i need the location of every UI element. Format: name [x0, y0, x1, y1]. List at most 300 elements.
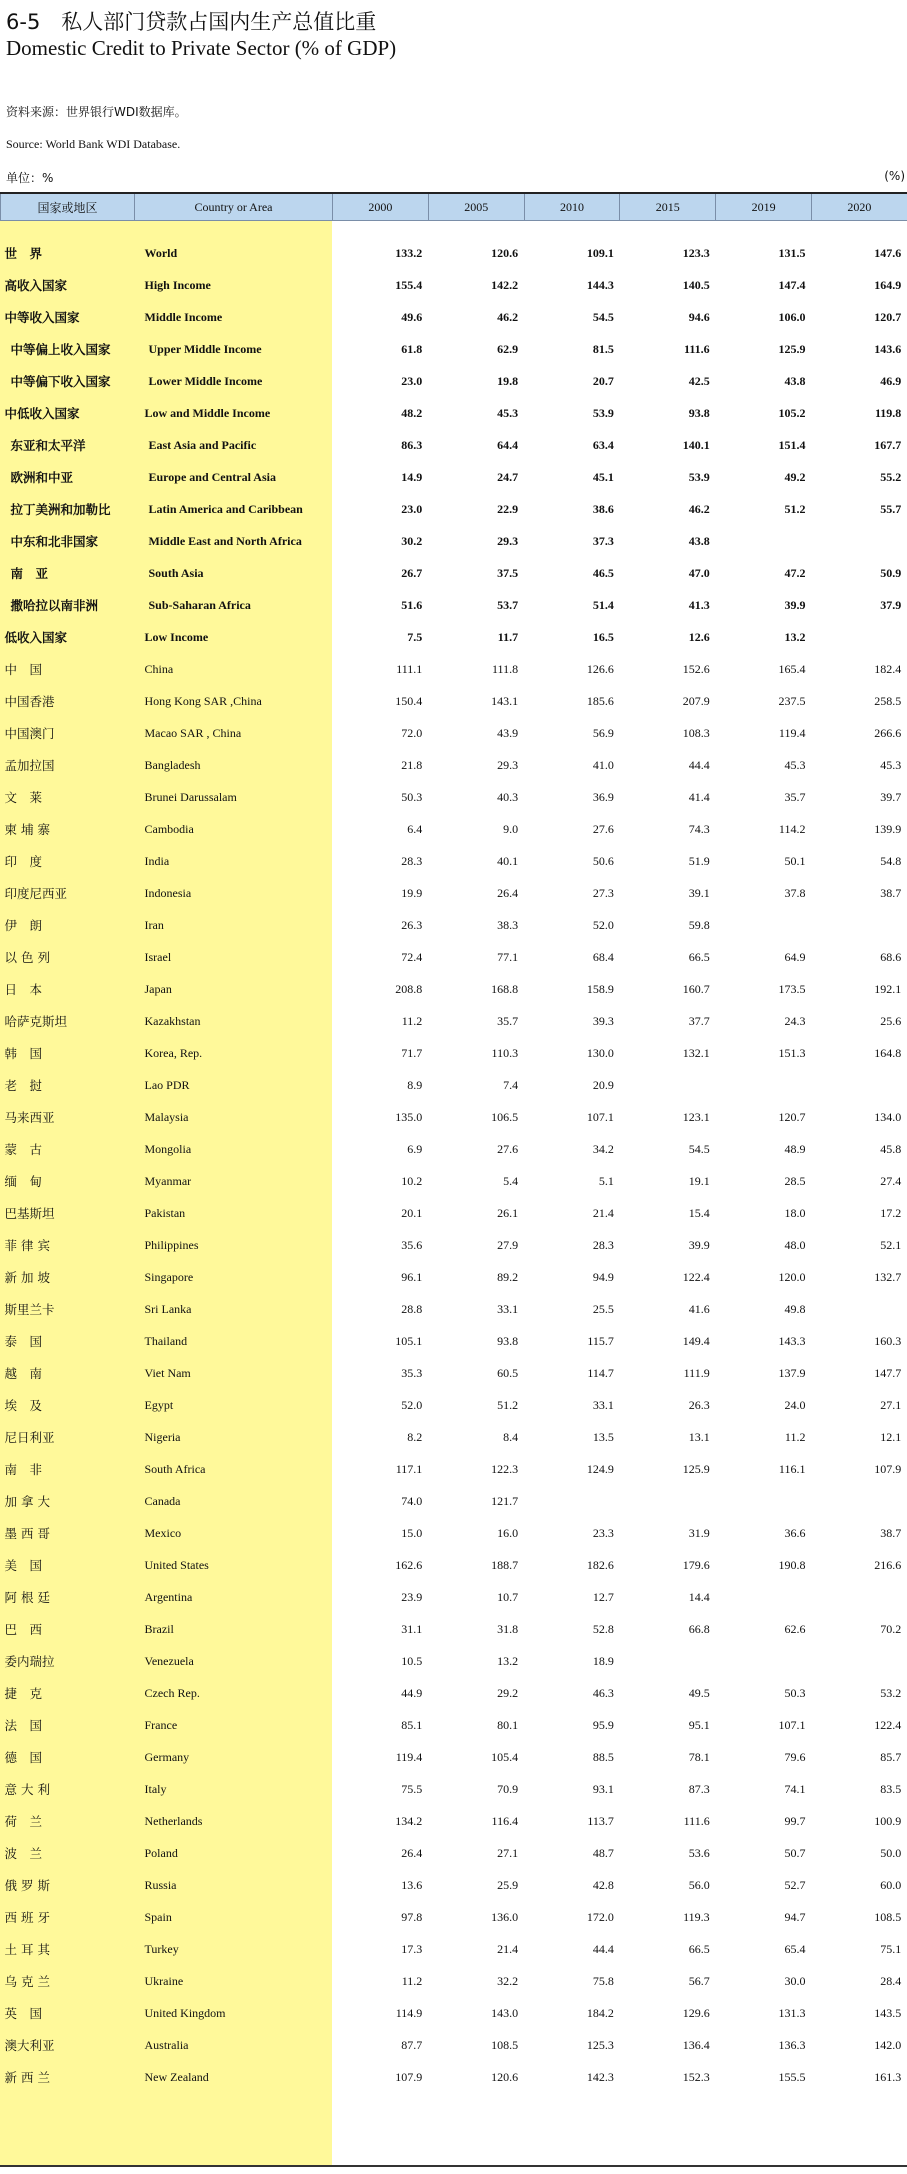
- row-country-en: Cambodia: [144, 821, 194, 836]
- row-country-en: Bangladesh: [144, 757, 201, 772]
- row-value-2010: 56.9: [592, 725, 614, 740]
- row-country-cn: 韩 国: [4, 1046, 43, 1061]
- row-value-2005: 62.9: [497, 341, 519, 356]
- table-row: [1, 1133, 907, 1165]
- row-value-2010: 142.3: [586, 2069, 614, 2084]
- row-value-2020: 132.7: [874, 1269, 902, 1284]
- row-country-cn: 伊 朗: [4, 918, 43, 933]
- row-value-2015: 49.5: [688, 1685, 710, 1700]
- row-value-2015: 136.4: [682, 2037, 710, 2052]
- table-row: [1, 525, 907, 557]
- row-value-2010: 16.5: [592, 629, 614, 644]
- row-value-2015: 160.7: [682, 981, 710, 996]
- table-row: [1, 2029, 907, 2061]
- row-country-en: Mongolia: [144, 1141, 192, 1156]
- row-value-2020: 107.9: [874, 1461, 902, 1476]
- row-value-2019: 119.4: [778, 725, 806, 740]
- row-value-2005: 93.8: [497, 1333, 519, 1348]
- table-row: [1, 333, 907, 365]
- row-value-2020: 147.7: [874, 1365, 902, 1380]
- row-value-2005: 19.8: [497, 373, 519, 388]
- row-value-2000: 155.4: [395, 277, 423, 292]
- row-value-2015: 111.6: [683, 1813, 710, 1828]
- row-value-2019: [716, 1581, 812, 1613]
- row-value-2019: 48.9: [784, 1141, 806, 1156]
- row-value-2005: 188.7: [491, 1557, 519, 1572]
- table-row: [1, 1837, 907, 1869]
- row-value-2000: 8.2: [407, 1429, 423, 1444]
- row-value-2000: 13.6: [401, 1877, 423, 1892]
- row-country-cn: 中等偏下收入国家: [10, 374, 111, 389]
- row-value-2020: 192.1: [874, 981, 902, 996]
- row-country-cn: 东亚和太平洋: [10, 438, 86, 453]
- row-value-2005: 16.0: [497, 1525, 519, 1540]
- row-value-2000: 35.6: [401, 1237, 423, 1252]
- row-value-2019: 62.6: [784, 1621, 806, 1636]
- row-country-en: Israel: [144, 949, 172, 964]
- row-value-2020: 53.2: [880, 1685, 902, 1700]
- row-country-cn: 中东和北非国家: [10, 534, 99, 549]
- row-value-2019: 50.3: [784, 1685, 806, 1700]
- row-value-2020: 46.9: [880, 373, 902, 388]
- row-value-2019: 30.0: [784, 1973, 806, 1988]
- page-title-en: Domestic Credit to Private Sector (% of GDP): [6, 36, 397, 60]
- row-value-2005: 64.4: [497, 437, 519, 452]
- table-row: [1, 1165, 907, 1197]
- row-value-2020: 12.1: [880, 1429, 902, 1444]
- row-country-cn: 缅 甸: [4, 1174, 43, 1189]
- row-value-2020: 143.6: [874, 341, 902, 356]
- row-country-en: Poland: [144, 1845, 178, 1860]
- row-country-en: Pakistan: [144, 1205, 186, 1220]
- row-country-en: Singapore: [144, 1269, 194, 1284]
- row-value-2015: 93.8: [688, 405, 710, 420]
- row-value-2019: 143.3: [778, 1333, 806, 1348]
- row-value-2020: 70.2: [880, 1621, 902, 1636]
- row-value-2020: [811, 909, 907, 941]
- row-value-2019: 52.7: [784, 1877, 806, 1892]
- row-value-2005: 24.7: [497, 469, 519, 484]
- table-row: [1, 1581, 907, 1613]
- row-value-2000: 52.0: [401, 1397, 423, 1412]
- header-year: 2000: [333, 193, 429, 221]
- row-value-2010: 68.4: [592, 949, 614, 964]
- row-country-en: Nigeria: [144, 1429, 181, 1444]
- row-value-2015: 66.5: [688, 1941, 710, 1956]
- row-value-2019: 36.6: [784, 1525, 806, 1540]
- row-value-2010: 95.9: [592, 1717, 614, 1732]
- table-row: [1, 973, 907, 1005]
- row-value-2000: 28.8: [401, 1301, 423, 1316]
- row-value-2010: 126.6: [586, 661, 614, 676]
- table-row: [1, 2061, 907, 2093]
- row-value-2020: 45.3: [880, 757, 902, 772]
- row-value-2005: 37.5: [497, 565, 519, 580]
- row-value-2019: 47.2: [784, 565, 806, 580]
- table-row: [1, 1453, 907, 1485]
- row-value-2000: 71.7: [401, 1045, 423, 1060]
- row-value-2020: 38.7: [880, 885, 902, 900]
- table-header-row: [1, 193, 907, 221]
- row-value-2015: 12.6: [688, 629, 710, 644]
- row-value-2000: 162.6: [395, 1557, 423, 1572]
- row-value-2010: 25.5: [592, 1301, 614, 1316]
- row-value-2020: 38.7: [880, 1525, 902, 1540]
- row-value-2015: 51.9: [688, 853, 710, 868]
- row-value-2019: 106.0: [778, 309, 806, 324]
- row-value-2010: 172.0: [586, 1909, 614, 1924]
- row-value-2005: 111.8: [491, 661, 519, 676]
- row-value-2005: 77.1: [497, 949, 519, 964]
- row-country-en: Ukraine: [144, 1973, 184, 1988]
- row-country-en: Egypt: [144, 1397, 174, 1412]
- row-value-2010: 93.1: [592, 1781, 614, 1796]
- row-value-2005: 89.2: [497, 1269, 519, 1284]
- row-country-cn: 巴基斯坦: [4, 1206, 55, 1221]
- row-value-2015: 179.6: [682, 1557, 710, 1572]
- row-value-2010: 63.4: [592, 437, 614, 452]
- table-row: [1, 1517, 907, 1549]
- row-country-en: Japan: [144, 981, 172, 996]
- row-country-en: Kazakhstan: [144, 1013, 201, 1028]
- row-value-2015: 152.6: [682, 661, 710, 676]
- row-value-2020: [811, 525, 907, 557]
- header-year: 2005: [428, 193, 524, 221]
- table-row: [1, 1613, 907, 1645]
- row-value-2019: 173.5: [778, 981, 806, 996]
- row-value-2019: [716, 1485, 812, 1517]
- row-country-en: World: [144, 245, 178, 260]
- table-row: [1, 1037, 907, 1069]
- row-value-2020: [811, 621, 907, 653]
- row-value-2010: 182.6: [586, 1557, 614, 1572]
- row-value-2000: 30.2: [401, 533, 423, 548]
- row-value-2015: 149.4: [682, 1333, 710, 1348]
- row-value-2015: 59.8: [688, 917, 710, 932]
- row-country-cn: 波 兰: [4, 1846, 43, 1861]
- row-value-2020: 60.0: [880, 1877, 902, 1892]
- row-value-2015: 42.5: [688, 373, 710, 388]
- row-country-en: Europe and Central Asia: [148, 469, 276, 484]
- row-country-en: South Asia: [148, 565, 204, 580]
- row-value-2020: 182.4: [874, 661, 902, 676]
- row-country-en: Netherlands: [144, 1813, 203, 1828]
- row-value-2020: 52.1: [880, 1237, 902, 1252]
- table-row: [1, 1069, 907, 1101]
- row-country-en: Spain: [144, 1909, 172, 1924]
- row-value-2000: 10.5: [401, 1653, 423, 1668]
- row-value-2015: 54.5: [688, 1141, 710, 1156]
- row-value-2020: 164.8: [874, 1045, 902, 1060]
- table-row: [1, 1421, 907, 1453]
- table-row: [1, 877, 907, 909]
- row-value-2020: 25.6: [880, 1013, 902, 1028]
- credit-table: [0, 192, 907, 2093]
- table-row: [1, 1869, 907, 1901]
- row-value-2019: 94.7: [784, 1909, 806, 1924]
- row-value-2010: 48.7: [592, 1845, 614, 1860]
- row-value-2005: 27.1: [497, 1845, 519, 1860]
- row-value-2000: 19.9: [401, 885, 423, 900]
- table-row: [1, 717, 907, 749]
- row-value-2010: 12.7: [592, 1589, 614, 1604]
- row-country-en: South Africa: [144, 1461, 206, 1476]
- row-value-2019: 137.9: [778, 1365, 806, 1380]
- row-value-2015: 41.6: [688, 1301, 710, 1316]
- table-row: [1, 1549, 907, 1581]
- percent-label: (%): [884, 169, 905, 183]
- row-value-2019: 24.3: [784, 1013, 806, 1028]
- row-country-cn: 新 西 兰: [4, 2070, 50, 2085]
- row-value-2005: 105.4: [491, 1749, 519, 1764]
- table-row: [1, 1101, 907, 1133]
- row-value-2015: 41.3: [688, 597, 710, 612]
- row-country-cn: 德 国: [4, 1750, 43, 1765]
- row-value-2005: 143.0: [491, 2005, 519, 2020]
- row-value-2019: 50.1: [784, 853, 806, 868]
- row-value-2020: 160.3: [874, 1333, 902, 1348]
- row-value-2005: 51.2: [497, 1397, 519, 1412]
- header-year: 2020: [811, 193, 907, 221]
- row-value-2005: 10.7: [497, 1589, 519, 1604]
- row-value-2020: [811, 1485, 907, 1517]
- row-value-2005: 25.9: [497, 1877, 519, 1892]
- row-value-2020: 37.9: [880, 597, 902, 612]
- row-value-2019: 237.5: [778, 693, 806, 708]
- row-country-cn: 中国澳门: [4, 726, 55, 741]
- row-value-2010: 52.0: [592, 917, 614, 932]
- row-value-2020: 17.2: [880, 1205, 902, 1220]
- row-value-2020: 27.4: [880, 1173, 902, 1188]
- row-value-2000: 119.4: [395, 1749, 423, 1764]
- row-value-2020: 55.2: [880, 469, 902, 484]
- row-value-2005: 45.3: [497, 405, 519, 420]
- row-value-2019: 151.3: [778, 1045, 806, 1060]
- row-country-en: Czech Rep.: [144, 1685, 200, 1700]
- row-value-2000: 6.9: [407, 1141, 423, 1156]
- row-value-2020: 50.0: [880, 1845, 902, 1860]
- row-value-2019: 107.1: [778, 1717, 806, 1732]
- row-value-2019: 79.6: [784, 1749, 806, 1764]
- row-value-2000: 26.3: [401, 917, 423, 932]
- table-row: [1, 1965, 907, 1997]
- row-country-en: High Income: [144, 277, 211, 292]
- row-value-2005: 110.3: [491, 1045, 519, 1060]
- row-country-cn: 巴 西: [4, 1622, 43, 1637]
- header-country-en: Country or Area: [135, 193, 333, 221]
- row-value-2020: 28.4: [880, 1973, 902, 1988]
- row-value-2000: 150.4: [395, 693, 423, 708]
- row-value-2015: 78.1: [688, 1749, 710, 1764]
- row-value-2010: 144.3: [586, 277, 614, 292]
- row-country-cn: 南 非: [4, 1462, 43, 1477]
- row-country-en: Italy: [144, 1781, 167, 1796]
- row-value-2000: 23.0: [401, 501, 423, 516]
- row-value-2015: 108.3: [682, 725, 710, 740]
- row-value-2005: 21.4: [497, 1941, 519, 1956]
- row-value-2015: 119.3: [683, 1909, 710, 1924]
- row-value-2019: 116.1: [778, 1461, 806, 1476]
- table-row: [1, 1325, 907, 1357]
- row-country-en: Lower Middle Income: [148, 373, 263, 388]
- row-value-2000: 134.2: [395, 1813, 423, 1828]
- row-value-2005: 22.9: [497, 501, 519, 516]
- row-value-2010: 125.3: [586, 2037, 614, 2052]
- row-value-2005: 35.7: [497, 1013, 519, 1028]
- row-country-cn: 英 国: [4, 2006, 43, 2021]
- row-value-2000: 133.2: [395, 245, 423, 260]
- row-value-2019: 151.4: [778, 437, 806, 452]
- row-country-cn: 柬 埔 寨: [4, 822, 50, 837]
- row-value-2005: 26.1: [497, 1205, 519, 1220]
- row-value-2019: 155.5: [778, 2069, 806, 2084]
- row-value-2005: 9.0: [503, 821, 519, 836]
- row-value-2020: 100.9: [874, 1813, 902, 1828]
- row-country-en: East Asia and Pacific: [148, 437, 257, 452]
- table-row: [1, 1005, 907, 1037]
- row-country-en: Mexico: [144, 1525, 182, 1540]
- row-country-cn: 泰 国: [4, 1334, 43, 1349]
- row-value-2000: 97.8: [401, 1909, 423, 1924]
- row-value-2015: 74.3: [688, 821, 710, 836]
- row-value-2020: 139.9: [874, 821, 902, 836]
- row-value-2019: 147.4: [778, 277, 806, 292]
- row-value-2000: 11.2: [401, 1973, 423, 1988]
- row-country-cn: 印度尼西亚: [4, 886, 68, 901]
- row-country-en: Sri Lanka: [144, 1301, 192, 1316]
- row-value-2000: 31.1: [401, 1621, 423, 1636]
- row-value-2019: 131.5: [778, 245, 806, 260]
- row-value-2015: 111.9: [683, 1365, 710, 1380]
- row-value-2005: 120.6: [491, 2069, 519, 2084]
- row-value-2015: 31.9: [688, 1525, 710, 1540]
- table-body: [1, 221, 907, 2094]
- row-country-en: India: [144, 853, 170, 868]
- row-value-2000: 85.1: [401, 1717, 423, 1732]
- row-value-2015: 56.0: [688, 1877, 710, 1892]
- table-row: [1, 653, 907, 685]
- row-country-en: Macao SAR , China: [144, 725, 242, 740]
- row-value-2010: 184.2: [586, 2005, 614, 2020]
- table-row: [1, 1741, 907, 1773]
- row-country-en: Brazil: [144, 1621, 174, 1636]
- row-value-2010: 158.9: [586, 981, 614, 996]
- row-value-2000: 86.3: [401, 437, 423, 452]
- row-value-2000: 208.8: [395, 981, 423, 996]
- row-value-2005: 120.6: [491, 245, 519, 260]
- row-value-2015: 26.3: [688, 1397, 710, 1412]
- row-country-cn: 中低收入国家: [4, 406, 80, 421]
- row-value-2019: 74.1: [784, 1781, 806, 1796]
- row-value-2020: 108.5: [874, 1909, 902, 1924]
- row-country-en: Low and Middle Income: [144, 405, 271, 420]
- row-value-2010: 81.5: [592, 341, 614, 356]
- row-value-2015: 47.0: [688, 565, 710, 580]
- row-country-cn: 中国香港: [4, 694, 55, 709]
- table-row: [1, 429, 907, 461]
- row-value-2000: 15.0: [401, 1525, 423, 1540]
- row-value-2015: 66.5: [688, 949, 710, 964]
- row-value-2005: 26.4: [497, 885, 519, 900]
- row-value-2005: 31.8: [497, 1621, 519, 1636]
- row-value-2000: 75.5: [401, 1781, 423, 1796]
- row-country-en: Philippines: [144, 1237, 199, 1252]
- row-value-2010: 124.9: [586, 1461, 614, 1476]
- row-country-cn: 加 拿 大: [4, 1494, 50, 1509]
- row-country-cn: 哈萨克斯坦: [4, 1014, 68, 1029]
- table-row: [1, 1773, 907, 1805]
- row-value-2000: 107.9: [395, 2069, 423, 2084]
- row-value-2020: 45.8: [880, 1141, 902, 1156]
- row-value-2015: 44.4: [688, 757, 710, 772]
- source-note-en: Source: World Bank WDI Database.: [6, 137, 181, 151]
- row-value-2019: 65.4: [784, 1941, 806, 1956]
- row-country-en: Iran: [144, 917, 164, 932]
- row-country-cn: 高收入国家: [4, 278, 68, 293]
- row-value-2019: [716, 909, 812, 941]
- row-value-2020: 68.6: [880, 949, 902, 964]
- table-bottom-rule: [0, 2165, 907, 2167]
- row-value-2000: 96.1: [401, 1269, 423, 1284]
- row-value-2015: [620, 1645, 716, 1677]
- table-row: [1, 1677, 907, 1709]
- row-value-2000: 135.0: [395, 1109, 423, 1124]
- unit-label: 单位：%: [6, 171, 54, 185]
- row-value-2020: [811, 1069, 907, 1101]
- row-value-2010: 52.8: [592, 1621, 614, 1636]
- row-value-2020: 167.7: [874, 437, 902, 452]
- row-country-cn: 捷 克: [4, 1686, 43, 1701]
- row-value-2020: 143.5: [874, 2005, 902, 2020]
- source-note-cn: 资料来源：世界银行WDI数据库。: [6, 105, 187, 119]
- row-value-2000: 61.8: [401, 341, 423, 356]
- row-value-2005: 142.2: [491, 277, 519, 292]
- row-country-cn: 美 国: [4, 1558, 43, 1573]
- row-value-2010: 94.9: [592, 1269, 614, 1284]
- row-country-en: France: [144, 1717, 178, 1732]
- row-country-cn: 蒙 古: [4, 1142, 43, 1157]
- row-value-2015: 207.9: [682, 693, 710, 708]
- row-value-2019: 48.0: [784, 1237, 806, 1252]
- row-value-2010: 88.5: [592, 1749, 614, 1764]
- row-country-cn: 文 莱: [4, 790, 43, 805]
- row-country-cn: 委内瑞拉: [4, 1654, 55, 1669]
- row-value-2015: 95.1: [688, 1717, 710, 1732]
- table-row: [1, 493, 907, 525]
- row-value-2005: 106.5: [491, 1109, 519, 1124]
- row-value-2015: 46.2: [688, 501, 710, 516]
- row-value-2010: 54.5: [592, 309, 614, 324]
- row-value-2000: 117.1: [395, 1461, 423, 1476]
- row-value-2010: 18.9: [592, 1653, 614, 1668]
- row-value-2020: 216.6: [874, 1557, 902, 1572]
- row-country-en: Brunei Darussalam: [144, 789, 237, 804]
- table-row: [1, 1389, 907, 1421]
- table-row: [1, 1645, 907, 1677]
- row-value-2019: 43.8: [784, 373, 806, 388]
- row-value-2019: 190.8: [778, 1557, 806, 1572]
- row-value-2015: 66.8: [688, 1621, 710, 1636]
- row-value-2019: 39.9: [784, 597, 806, 612]
- row-value-2005: 11.7: [497, 629, 519, 644]
- row-value-2010: 75.8: [592, 1973, 614, 1988]
- table-row: [1, 781, 907, 813]
- row-country-cn: 菲 律 宾: [4, 1238, 50, 1253]
- row-country-cn: 孟加拉国: [4, 758, 55, 773]
- row-value-2000: 49.6: [401, 309, 423, 324]
- table-row: [1, 365, 907, 397]
- row-value-2000: 87.7: [401, 2037, 423, 2052]
